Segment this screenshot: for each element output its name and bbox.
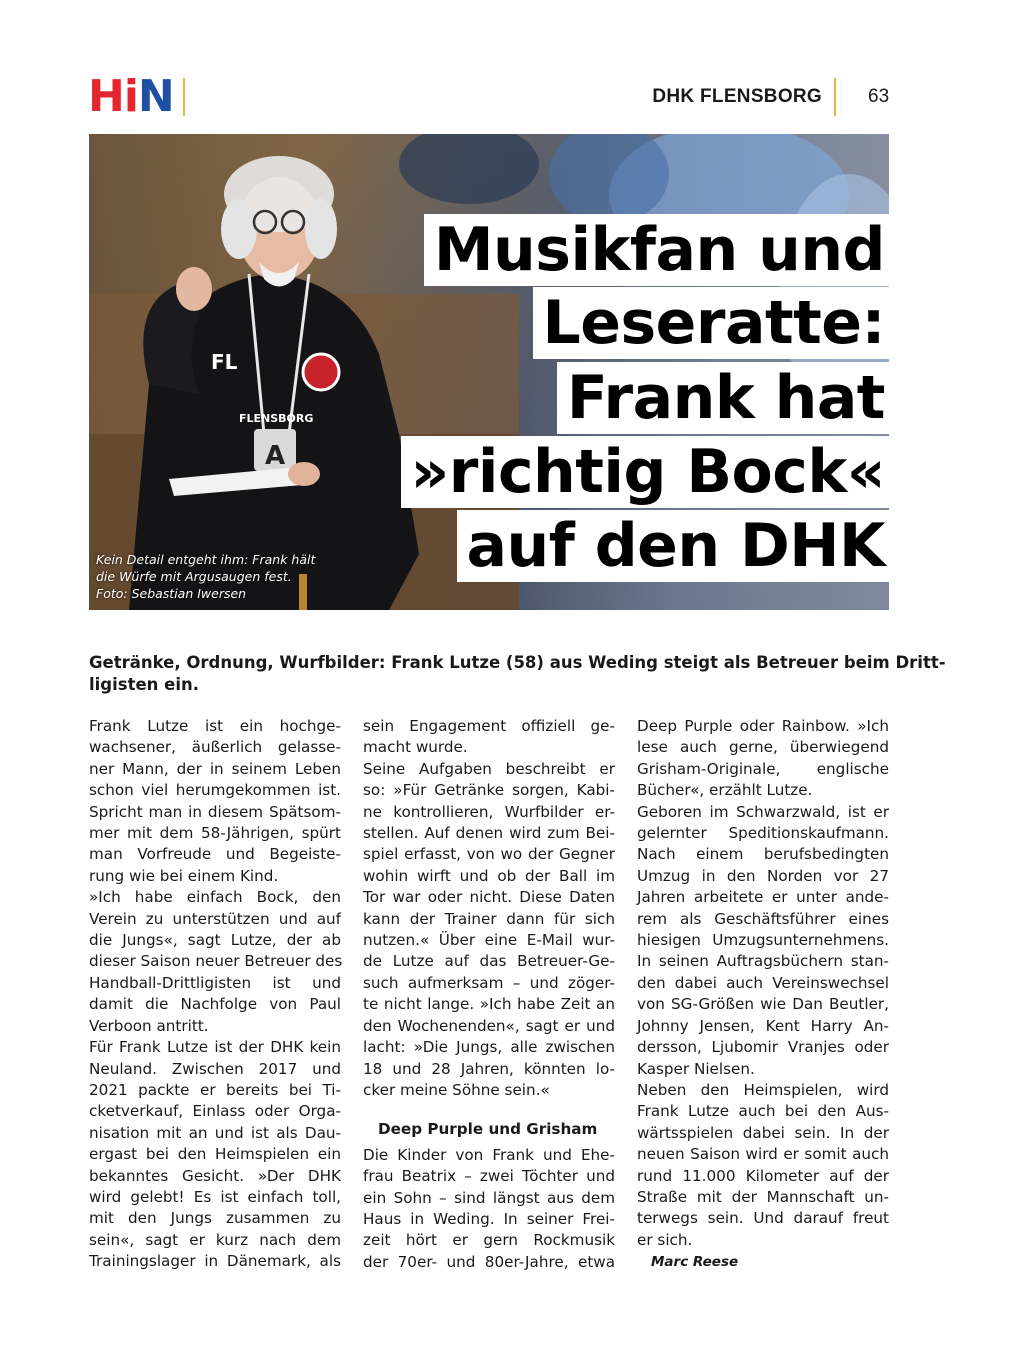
text-line: lacht: »Die Jungs, alle zwischen [363,1038,615,1057]
text-line: Haus in Weding. In seiner Frei- [363,1209,615,1228]
headline-line: auf den DHK [457,510,889,582]
text-line: cker meine Söhne sein.« [363,1080,550,1099]
text-column-1 [89,716,341,1273]
text-line: wachsener, äußerlich gelasse- [89,738,341,757]
headline-line: Leseratte: [533,287,889,359]
text-line: Frank Lutze ist ein hochge- [89,717,341,735]
logo-divider [183,78,185,116]
subheading: Deep Purple und Grisham [378,1120,598,1139]
text-line: Spricht man in diesem Spätsom- [89,802,341,821]
text-line: gelernter Speditionskaufmann. [637,824,889,843]
text-line: der 70er- und 80er-Jahre, etwa [363,1252,615,1271]
magazine-logo: HiN [88,71,174,122]
text-line: Johnny Jensen, Kent Harry An- [637,1016,889,1035]
text-line: schon viel herumgekommen ist. [89,781,341,800]
text-line: damit die Nachfolge von Paul [89,995,341,1014]
text-line: bekanntes Gesicht. »Der DHK [89,1166,341,1185]
text-line: Bücher«, erzählt Lutze. [637,781,813,800]
text-line: von SG-Größen wie Dan Beutler, [637,995,889,1014]
text-line: »Ich habe einfach Bock, den [89,888,341,907]
text-line: macht wurde. [363,738,468,757]
text-line: zeit hört er gern Rockmusik [363,1231,615,1250]
text-line: Grisham-Originale, englische [637,759,889,778]
text-line: den Wochenenden«, sagt er und [363,1016,615,1035]
text-line: mer mit dem 58-Jährigen, spürt [89,824,341,843]
text-line: wohin wirft und ob der Ball im [363,866,615,885]
headline-line: Frank hat [557,362,889,434]
text-line: sein Engagement offiziell ge- [363,717,615,735]
text-line: mit den Jungs zusammen zu [89,1209,341,1228]
text-line: In seinen Auftragsbüchern stan- [637,952,889,971]
text-line: dersson, Ljubomir Vranjes oder [637,1038,889,1057]
text-line: ne kontrollieren, Wurfbilder er- [363,802,615,821]
text-line: so: »Für Getränke sorgen, Kabi- [363,781,615,800]
text-line: nutzen.« Über eine E-Mail wur- [363,931,615,950]
text-line: neuen Saison wird er somit auch [637,1145,889,1164]
text-line: ergast bei den Heimspielen ein [89,1145,341,1164]
text-line: Umzug in den Norden vor 27 [637,866,889,885]
text-line: Handball-Drittligisten ist und [89,973,341,992]
text-line: frau Beatrix – zwei Töchter und [363,1167,615,1186]
text-line: lese auch gerne, überwiegend [637,738,889,757]
text-line: die Jungs«, sagt Lutze, der ab [89,931,341,950]
text-line: Neben den Heimspielen, wird [637,1080,889,1099]
text-line: Verboon antritt. [89,1016,209,1035]
text-line: dieser Saison neuer Betreuer des [89,952,343,971]
photo-caption: Kein Detail entgeht ihm: Frank hält die Würfe mit Argusaugen fest. Foto: Sebastian Iwersen [96,552,316,601]
page-number: 63 [868,86,890,107]
headline-line: Musikfan und [424,214,889,286]
text-line: ein Sohn – sind längst aus dem [363,1188,615,1207]
text-line: wärtsspielen dabei sein. In der [637,1123,889,1142]
text-line: spiel erfasst, von wo der Gegner [363,845,615,864]
text-line: terwegs sein. Und darauf freut [637,1209,889,1228]
text-line: Tor war oder nicht. Diese Daten [363,888,615,907]
text-line: rung wie bei einem Kind. [89,866,279,885]
text-line: Kasper Nielsen. [637,1059,755,1078]
text-line: wird gelebt! Es ist einfach toll, [89,1187,341,1206]
text-line: stellen. Auf denen wird zum Bei- [363,824,615,843]
section-title: DHK FLENSBORG [652,86,822,107]
lead-paragraph: Getränke, Ordnung, Wurfbilder: Frank Lutze (58) aus Weding steigt als Betreuer beim Dritt- ligisten ein. [89,653,946,694]
text-line: Geboren im Schwarzwald, ist er [637,802,889,821]
text-line: rem als Geschäftsführer eines [637,909,889,928]
text-line: sein«, sagt er kurz nach dem [89,1230,341,1249]
text-line: Straße mit der Mannschaft un- [637,1187,889,1206]
text-line: den dabei auch Vereinswechsel [637,973,889,992]
text-line: man Vorfreude und Begeiste- [89,845,341,864]
text-line: er sich. [637,1230,693,1249]
text-line: nisation mit an und ist als Dau- [89,1123,341,1142]
text-line: 18 und 28 Jahren, könnten lo- [363,1059,615,1078]
text-line: ner Mann, der in seinem Leben [89,759,341,778]
text-line: Neuland. Zwischen 2017 und [89,1059,341,1078]
header-divider [834,78,836,116]
text-line: te nicht lange. »Ich habe Zeit an [363,995,615,1014]
text-line: hiesigen Umzugsunternehmens. [637,931,889,950]
text-line: rund 11.000 Kilometer auf der [637,1166,889,1185]
shirt-text: FLENSBORG [239,412,314,425]
text-line: Seine Aufgaben beschreibt er [363,759,615,778]
text-line: 2021 packte er bereits bei Ti- [89,1080,341,1099]
text-line: cketverkauf, Einlass oder Orga- [89,1102,341,1121]
text-line: Nach einem berufsbedingten [637,845,889,864]
text-column-2 [363,716,615,1273]
author-byline: Marc Reese [651,1254,739,1271]
text-line: Für Frank Lutze ist der DHK kein [89,1038,341,1057]
text-line: Deep Purple oder Rainbow. »Ich [637,717,889,735]
badge-letter: A [265,441,286,471]
text-line: Frank Lutze auch bei den Aus- [637,1102,889,1121]
text-line: de Lutze auf das Betreuer-Ge- [363,952,615,971]
text-line: Die Kinder von Frank und Ehe- [363,1145,615,1164]
text-column-3 [637,716,889,1273]
headline-line: »richtig Bock« [401,436,889,508]
text-line: Verein zu unterstützen und auf [89,909,341,928]
text-line: kann der Trainer dann für sich [363,909,615,928]
text-line: Jahren arbeitete er unter ande- [637,888,889,907]
text-line: such aufmerksam – und zöger- [363,973,615,992]
shirt-initials: FL [211,350,238,374]
text-line: Trainingslager in Dänemark, als [89,1252,341,1271]
